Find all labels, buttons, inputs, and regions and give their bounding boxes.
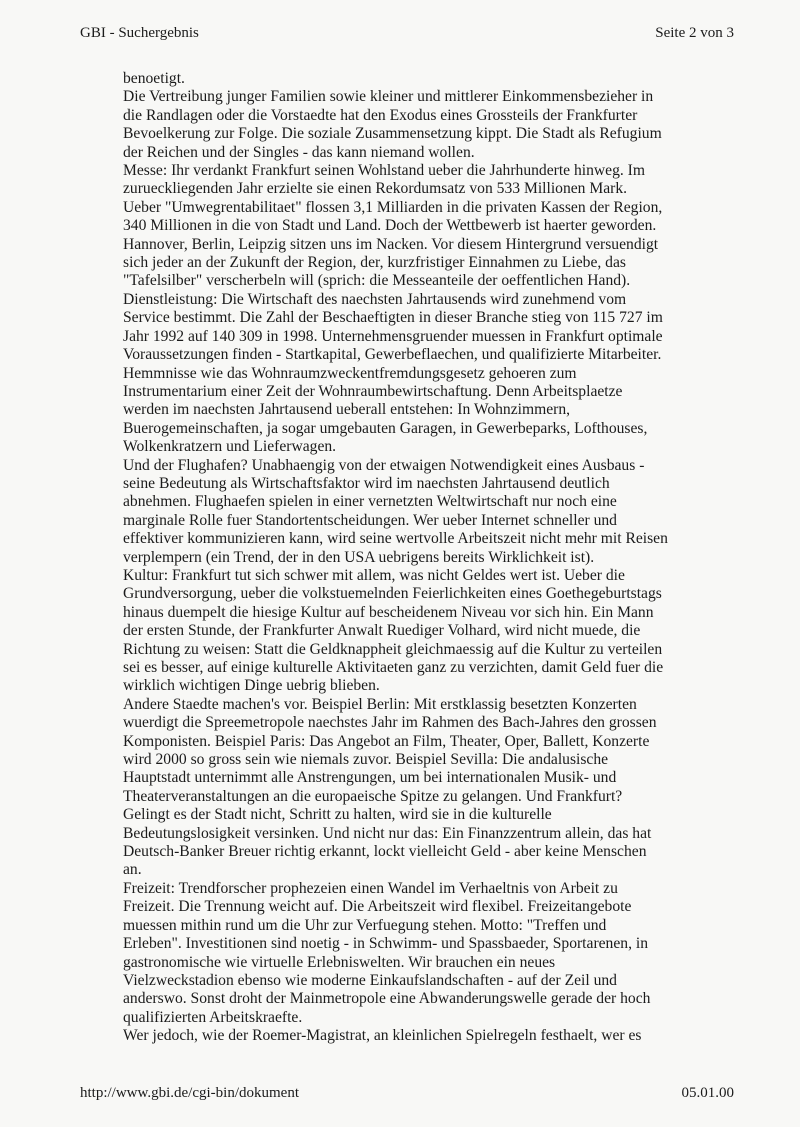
body-text-line: an. <box>123 861 142 879</box>
document-title: GBI - Suchergebnis <box>80 25 199 41</box>
body-text-line: Komponisten. Beispiel Paris: Das Angebot an Film, Theater, Oper, Ballett, Konzerte <box>123 732 650 750</box>
body-text-line: Richtung zu weisen: Statt die Geldknappheit gleichmaessig auf die Kultur zu verteilen <box>123 640 663 658</box>
body-text-line: abnehmen. Flughaefen spielen in einer vernetzten Weltwirtschaft nur noch eine <box>123 493 617 511</box>
body-text-line: Grundversorgung, ueber die volkstuemelnden Feierlichkeiten eines Goethegeburtstags <box>123 585 662 603</box>
body-text-line: anderswo. Sonst droht der Mainmetropole eine Abwanderungswelle gerade der hoch <box>123 990 651 1008</box>
body-text-line: qualifizierten Arbeitskraefte. <box>123 1008 303 1026</box>
body-text-line: Die Vertreibung junger Familien sowie kleiner und mittlerer Einkommensbezieher in <box>123 88 654 106</box>
body-text-line: Buerogemeinschaften, ja sogar umgebauten Garagen, in Gewerbeparks, Lofthouses, <box>123 419 648 437</box>
body-text-line: Vielzweckstadion ebenso wie moderne Einkaufslandschaften - auf der Zeil und <box>123 971 617 989</box>
body-text-line: Deutsch-Banker Breuer richtig erkannt, lockt vielleicht Geld - aber keine Menschen <box>123 843 647 861</box>
body-text-line: Andere Staedte machen's vor. Beispiel Berlin: Mit erstklassig besetzten Konzerten <box>123 695 637 713</box>
page-footer <box>80 1084 734 1102</box>
body-text-line: 340 Millionen in die von Stadt und Land. Doch der Wettbewerb ist haerter geworden. <box>123 217 657 235</box>
body-text-line: seine Bedeutung als Wirtschaftsfaktor wird im naechsten Jahrtausend deutlich <box>123 474 610 492</box>
body-text-line: Bedeutungslosigkeit versinken. Und nicht nur das: Ein Finanzzentrum allein, das hat <box>123 824 652 842</box>
body-text-line: Gelingt es der Stadt nicht, Schritt zu halten, wird sie in die kulturelle <box>123 806 552 824</box>
body-text-line: Hauptstadt unternimmt alle Anstrengungen, um bei internationalen Musik- und <box>123 769 617 787</box>
body-text-line: zurueckliegenden Jahr erzielte sie einen Rekordumsatz von 533 Millionen Mark. <box>123 180 628 198</box>
body-text-line: Kultur: Frankfurt tut sich schwer mit allem, was nicht Geldes wert ist. Ueber die <box>123 566 625 584</box>
body-text-line: verplempern (ein Trend, der in den USA uebrigens bereits Wirklichkeit ist). <box>123 548 595 566</box>
page-header <box>80 24 734 42</box>
body-text-line: Voraussetzungen finden - Startkapital, Gewerbeflaechen, und qualifizierte Mitarbeiter. <box>123 346 662 364</box>
body-text-line: Service bestimmt. Die Zahl der Beschaeftigten in dieser Branche stieg von 115 727 im <box>123 309 663 327</box>
body-text-line: werden im naechsten Jahrtausend ueberall entstehen: In Wohnzimmern, <box>123 401 571 419</box>
body-text-line: wird 2000 so gross sein wie niemals zuvor. Beispiel Sevilla: Die andalusische <box>123 751 609 769</box>
body-text-line: wirklich wichtigen Dinge uebrig blieben. <box>123 677 380 695</box>
body-text-line: Erleben". Investitionen sind noetig - in Schwimm- und Spassbaeder, Sportarenen, in <box>123 935 648 953</box>
body-text-line: "Tafelsilber" verscherbeln will (sprich: die Messeanteile der oeffentlichen Hand). <box>123 272 631 290</box>
body-text-line: Bevoelkerung zur Folge. Die soziale Zusammensetzung kippt. Die Stadt als Refugium <box>123 125 662 143</box>
body-text-line: Messe: Ihr verdankt Frankfurt seinen Wohlstand ueber die Jahrhunderte hinweg. Im <box>123 162 646 180</box>
body-text-line: hinaus duempelt die hiesige Kultur auf bescheidenem Niveau vor sich hin. Ein Mann <box>123 603 654 621</box>
body-text-line: gastronomische wie virtuelle Erlebniswelten. Wir brauchen ein neues <box>123 953 556 971</box>
source-url: http://www.gbi.de/cgi-bin/dokument <box>80 1085 300 1101</box>
body-text-line: Freizeit. Die Trennung weicht auf. Die Arbeitszeit wird flexibel. Freizeitangebote <box>123 898 632 916</box>
body-text-line: Theaterveranstaltungen an die europaeische Spitze zu gelangen. Und Frankfurt? <box>123 787 623 805</box>
body-text-line: sei es besser, auf einige kulturelle Aktivitaeten ganz zu verzichten, damit Geld fuer die <box>123 659 664 676</box>
body-text-line: die Randlagen oder die Vorstaedte hat den Exodus eines Grossteils der Frankfurter <box>123 106 638 124</box>
body-text-line: Freizeit: Trendforscher prophezeien einen Wandel im Verhaeltnis von Arbeit zu <box>123 879 618 897</box>
body-text-line: Hemmnisse wie das Wohnraumzweckentfremdungsgesetz gehoeren zum <box>123 364 577 382</box>
body-text-line: sich jeder an der Zukunft der Region, der, kurzfristiger Einnahmen zu Liebe, das <box>123 254 626 272</box>
body-text-line: der ersten Stunde, der Frankfurter Anwalt Ruediger Volhard, wird nicht muede, die <box>123 622 641 640</box>
body-text-line: benoetigt. <box>123 70 185 87</box>
body-text-line: Wer jedoch, wie der Roemer-Magistrat, an kleinlichen Spielregeln festhaelt, wer es <box>123 1027 642 1045</box>
print-date: 05.01.00 <box>681 1085 734 1101</box>
body-text-line: Hannover, Berlin, Leipzig sitzen uns im Nacken. Vor diesem Hintergrund versuendigt <box>123 235 659 253</box>
body-text-line: Und der Flughafen? Unabhaengig von der etwaigen Notwendigkeit eines Ausbaus - <box>123 456 645 474</box>
body-text-line: effektiver kommunizieren kann, wird seine wertvolle Arbeitszeit nicht mehr mit Reisen <box>123 530 668 548</box>
body-text-line: muessen mithin rund um die Uhr zur Verfuegung stehen. Motto: "Treffen und <box>123 916 607 934</box>
body-text-line: der Reichen und der Singles - das kann niemand wollen. <box>123 143 475 161</box>
article-body <box>123 70 723 1046</box>
body-text-line: wuerdigt die Spreemetropole naechstes Jahr im Rahmen des Bach-Jahres den grossen <box>123 714 657 732</box>
body-text-line: Wolkenkratzern und Lieferwagen. <box>123 438 337 456</box>
body-text-line: Ueber "Umwegrentabilitaet" flossen 3,1 Milliarden in die privaten Kassen der Region, <box>123 198 663 216</box>
body-text-line: Jahr 1992 auf 140 309 in 1998. Unternehmensgruender muessen in Frankfurt optimale <box>123 327 663 345</box>
body-text-line: Dienstleistung: Die Wirtschaft des naechsten Jahrtausends wird zunehmend vom <box>123 290 627 308</box>
body-text-line: Instrumentarium einer Zeit der Wohnraumbewirtschaftung. Denn Arbeitsplaetze <box>123 382 623 400</box>
page-number: Seite 2 von 3 <box>655 25 734 41</box>
body-text-line: marginale Rolle fuer Standortentscheidungen. Wer ueber Internet schneller und <box>123 511 617 529</box>
